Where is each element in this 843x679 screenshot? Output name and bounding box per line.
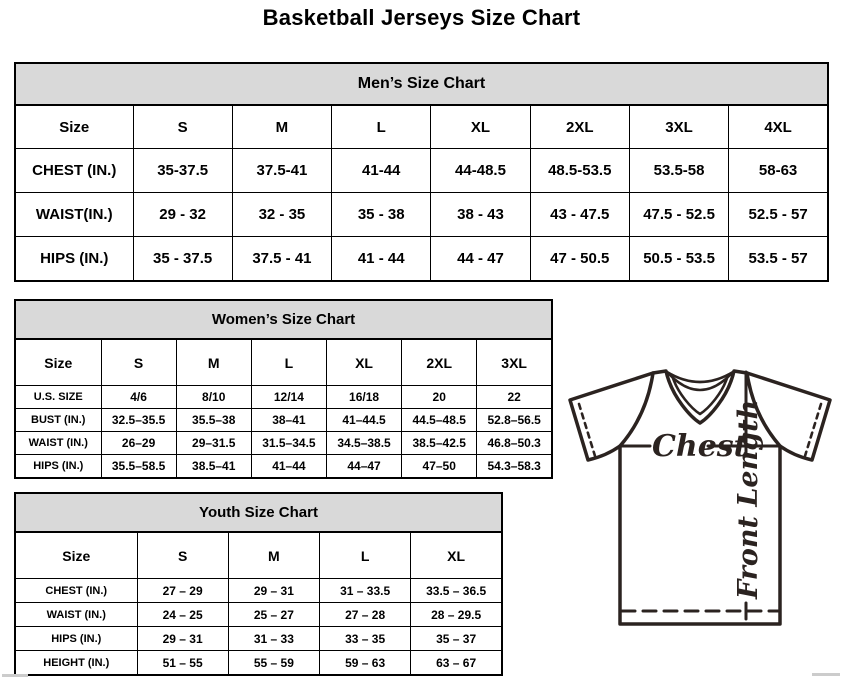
size-column-header: L: [332, 105, 431, 149]
size-column-header: S: [137, 532, 228, 579]
size-value-cell: 29–31.5: [176, 432, 251, 455]
size-value-cell: 37.5 - 41: [232, 237, 331, 282]
size-value-cell: 55 – 59: [228, 651, 319, 676]
size-value-cell: 47–50: [402, 455, 477, 479]
table-row: [15, 193, 828, 237]
size-value-cell: 46.8–50.3: [477, 432, 552, 455]
jersey-icon: [558, 356, 843, 634]
size-value-cell: 24 – 25: [137, 603, 228, 627]
size-value-cell: 43 - 47.5: [530, 193, 629, 237]
size-value-cell: 33 – 35: [320, 627, 411, 651]
size-column-header: Size: [15, 532, 137, 579]
jersey-measurement-diagram: [558, 356, 843, 634]
size-value-cell: 29 - 32: [133, 193, 232, 237]
size-value-cell: 22: [477, 386, 552, 409]
size-value-cell: 31.5–34.5: [251, 432, 326, 455]
size-column-header: 2XL: [530, 105, 629, 149]
chest-label: Chest: [652, 429, 748, 464]
size-value-cell: 38.5–41: [176, 455, 251, 479]
size-value-cell: 35-37.5: [133, 149, 232, 193]
row-label: HIPS (IN.): [15, 627, 137, 651]
size-value-cell: 44–47: [326, 455, 401, 479]
size-value-cell: 52.8–56.5: [477, 409, 552, 432]
size-value-cell: 58-63: [729, 149, 828, 193]
row-label: U.S. SIZE: [15, 386, 101, 409]
size-value-cell: 41–44: [251, 455, 326, 479]
size-value-cell: 38.5–42.5: [402, 432, 477, 455]
size-value-cell: 63 – 67: [411, 651, 502, 676]
table-header-row: [15, 339, 552, 386]
size-value-cell: 35 - 38: [332, 193, 431, 237]
table-title: Women’s Size Chart: [15, 300, 552, 339]
size-value-cell: 27 – 29: [137, 579, 228, 603]
row-label: BUST (IN.): [15, 409, 101, 432]
row-label: HIPS (IN.): [15, 455, 101, 479]
size-value-cell: 44.5–48.5: [402, 409, 477, 432]
size-value-cell: 4/6: [101, 386, 176, 409]
table-header-row: [15, 532, 502, 579]
size-column-header: Size: [15, 339, 101, 386]
size-value-cell: 27 – 28: [320, 603, 411, 627]
size-value-cell: 37.5-41: [232, 149, 331, 193]
size-column-header: XL: [411, 532, 502, 579]
size-column-header: XL: [431, 105, 530, 149]
size-value-cell: 32.5–35.5: [101, 409, 176, 432]
size-column-header: XL: [326, 339, 401, 386]
size-value-cell: 38–41: [251, 409, 326, 432]
size-column-header: Size: [15, 105, 133, 149]
table-row: [15, 409, 552, 432]
row-label: CHEST (IN.): [15, 579, 137, 603]
size-value-cell: 41 - 44: [332, 237, 431, 282]
size-column-header: 2XL: [402, 339, 477, 386]
size-column-header: M: [232, 105, 331, 149]
table-row: [15, 579, 502, 603]
table-title: Youth Size Chart: [15, 493, 502, 532]
size-value-cell: 47 - 50.5: [530, 237, 629, 282]
size-value-cell: 53.5 - 57: [729, 237, 828, 282]
table-row: [15, 386, 552, 409]
table-row: [15, 627, 502, 651]
size-column-header: 3XL: [629, 105, 728, 149]
row-label: WAIST (IN.): [15, 432, 101, 455]
table-row: [15, 651, 502, 676]
size-value-cell: 34.5–38.5: [326, 432, 401, 455]
size-value-cell: 16/18: [326, 386, 401, 409]
row-label: WAIST (IN.): [15, 603, 137, 627]
size-value-cell: 59 – 63: [320, 651, 411, 676]
size-value-cell: 44-48.5: [431, 149, 530, 193]
cropped-edge-artifact-right: [812, 673, 840, 676]
size-value-cell: 35.5–38: [176, 409, 251, 432]
youth-size-chart-table: [14, 492, 503, 676]
size-value-cell: 48.5-53.5: [530, 149, 629, 193]
size-column-header: M: [176, 339, 251, 386]
size-value-cell: 32 - 35: [232, 193, 331, 237]
size-value-cell: 8/10: [176, 386, 251, 409]
front-length-label: Front Length: [733, 399, 764, 599]
size-value-cell: 29 – 31: [228, 579, 319, 603]
row-label: HEIGHT (IN.): [15, 651, 137, 676]
size-column-header: 4XL: [729, 105, 828, 149]
size-value-cell: 28 – 29.5: [411, 603, 502, 627]
size-value-cell: 47.5 - 52.5: [629, 193, 728, 237]
size-value-cell: 44 - 47: [431, 237, 530, 282]
size-value-cell: 26–29: [101, 432, 176, 455]
table-title: Men’s Size Chart: [15, 63, 828, 105]
size-column-header: S: [133, 105, 232, 149]
row-label: HIPS (IN.): [15, 237, 133, 282]
size-value-cell: 25 – 27: [228, 603, 319, 627]
size-value-cell: 51 – 55: [137, 651, 228, 676]
size-value-cell: 20: [402, 386, 477, 409]
size-column-header: L: [320, 532, 411, 579]
page-title: Basketball Jerseys Size Chart: [262, 5, 581, 30]
table-row: [15, 603, 502, 627]
size-column-header: L: [251, 339, 326, 386]
size-value-cell: 38 - 43: [431, 193, 530, 237]
cropped-edge-artifact-left: [2, 674, 28, 677]
size-value-cell: 35.5–58.5: [101, 455, 176, 479]
size-value-cell: 52.5 - 57: [729, 193, 828, 237]
size-column-header: 3XL: [477, 339, 552, 386]
size-value-cell: 35 – 37: [411, 627, 502, 651]
size-column-header: M: [228, 532, 319, 579]
row-label: CHEST (IN.): [15, 149, 133, 193]
size-value-cell: 29 – 31: [137, 627, 228, 651]
size-value-cell: 35 - 37.5: [133, 237, 232, 282]
row-label: WAIST(IN.): [15, 193, 133, 237]
size-value-cell: 12/14: [251, 386, 326, 409]
size-column-header: S: [101, 339, 176, 386]
womens-size-chart-table: [14, 299, 553, 479]
table-row: [15, 455, 552, 479]
table-row: [15, 237, 828, 282]
size-value-cell: 31 – 33.5: [320, 579, 411, 603]
size-value-cell: 31 – 33: [228, 627, 319, 651]
table-row: [15, 432, 552, 455]
size-value-cell: 41–44.5: [326, 409, 401, 432]
size-value-cell: 54.3–58.3: [477, 455, 552, 479]
mens-size-chart-table: [14, 62, 829, 282]
table-header-row: [15, 105, 828, 149]
size-value-cell: 33.5 – 36.5: [411, 579, 502, 603]
table-row: [15, 149, 828, 193]
size-value-cell: 53.5-58: [629, 149, 728, 193]
size-value-cell: 50.5 - 53.5: [629, 237, 728, 282]
size-value-cell: 41-44: [332, 149, 431, 193]
